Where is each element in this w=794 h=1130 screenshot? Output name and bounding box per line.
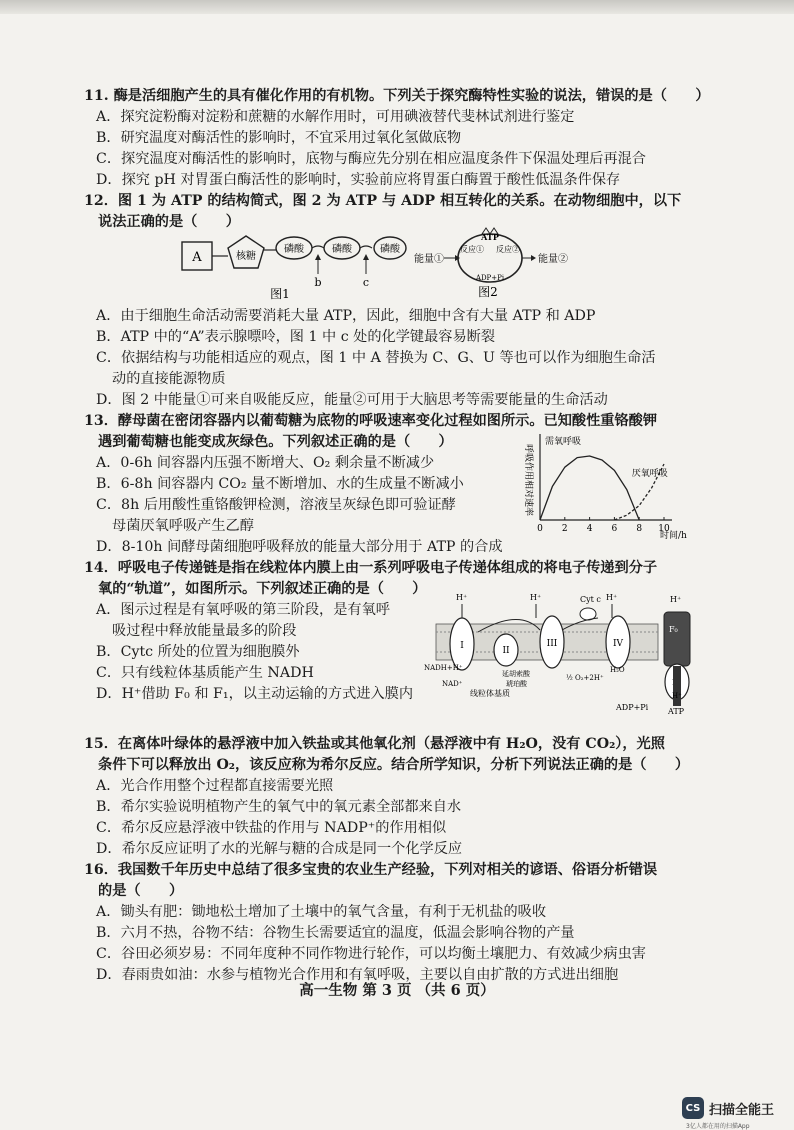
atp-top-label: ATP: [481, 232, 499, 242]
q14-option-b: B．Cytc 所处的位置为细胞膜外: [96, 644, 300, 660]
matrix-label: 线粒体基质: [470, 689, 510, 698]
svg-text:NADH+H⁺: NADH+H⁺: [424, 664, 463, 672]
svg-text:反应①: 反应①: [460, 245, 484, 254]
q15-stem-cont: 条件下可以释放出 O₂，该反应称为希尔反应。结合所学知识，分析下列说法正确的是（ ）: [98, 757, 690, 773]
q12-stem: 12．图 1 为 ATP 的结构简式，图 2 为 ATP 与 ADP 相互转化的关系。在动物细胞中，以下: [84, 193, 682, 209]
aerobic-series-line: [540, 456, 639, 520]
adenine-label: A: [192, 250, 202, 265]
q11-option-d: D．探究 pH 对胃蛋白酶活性的影响时，实验前应将胃蛋白酶置于酸性低温条件保存: [96, 172, 621, 188]
figure2-caption: 图2: [478, 285, 498, 299]
adp-label: ADP+Pi: [475, 274, 505, 282]
svg-text:延胡索酸: 延胡索酸: [502, 670, 530, 678]
x-tick-label: 6: [611, 524, 618, 534]
energy1-label: 能量①: [414, 254, 444, 265]
q16-option-a: A．锄头有肥：锄地松土增加了土壤中的氧气含量，有利于无机盐的吸收: [96, 904, 547, 920]
svg-text:H⁺: H⁺: [456, 593, 468, 602]
q14-stem: 14．呼吸电子传递链是指在线粒体内膜上由一系列呼吸电子传递体组成的将电子传递到分子: [84, 560, 658, 576]
top-edge: [0, 0, 794, 14]
q12-option-a: A．由于细胞生命活动需要消耗大量 ATP，因此，细胞中含有大量 ATP 和 ADP: [96, 308, 596, 324]
svg-text:磷酸: 磷酸: [332, 244, 352, 255]
q16-option-b: B．六月不热，谷物不结：谷物生长需要适宜的温度，低温会影响谷物的产量: [96, 925, 575, 941]
respiration-rate-chart: [512, 428, 690, 540]
q14-stem-cont: 氧的“轨道”，如图所示。下列叙述正确的是（ ）: [98, 581, 427, 597]
chart-xlabel: 时间/h: [660, 531, 687, 540]
q14-option-c: C．只有线粒体基质能产生 NADH: [96, 665, 314, 681]
q12-option-b: B．ATP 中的“A”表示腺嘌呤，图 1 中 c 处的化学键最容易断裂: [96, 329, 496, 345]
x-tick-label: 8: [636, 524, 643, 534]
svg-text:II: II: [502, 646, 510, 656]
svg-text:IV: IV: [612, 639, 624, 649]
q16-option-d: D．春雨贵如油：水参与植物光合作用和有氧呼吸，主要以自由扩散的方式进出细胞: [96, 967, 619, 983]
q16-stem-cont: 的是（ ）: [98, 883, 184, 899]
q12-option-d: D．图 2 中能量①可来自吸能反应，能量②可用于大脑思考等需要能量的生命活动: [96, 392, 608, 408]
scanner-tagline: 3亿人都在用的扫描App: [686, 1123, 750, 1130]
scanner-watermark: [682, 1097, 774, 1119]
cs-logo-icon: CS: [682, 1097, 704, 1119]
ribose-label: 核糖: [236, 251, 256, 262]
svg-text:H⁺: H⁺: [670, 595, 682, 604]
q14-option-a: A．图示过程是有氧呼吸的第三阶段，是有氧呼: [96, 602, 390, 618]
q12-option-c: C．依据结构与功能相适应的观点，图 1 中 A 替换为 C、G、U 等也可以作为细胞生命活: [96, 350, 656, 366]
electron-transport-chain-figure: [420, 590, 704, 718]
bond-b-label: b: [314, 276, 322, 289]
anaerobic-series-label: 厌氧呼吸: [631, 469, 668, 479]
svg-text:I: I: [460, 641, 464, 651]
q13-option-b: B．6-8h 间容器内 CO₂ 量不断增加、水的生成量不断减小: [96, 476, 464, 492]
svg-text:½ O₂+2H⁺: ½ O₂+2H⁺: [566, 674, 604, 682]
q15-option-a: A．光合作用整个过程都直接需要光照: [96, 778, 334, 794]
q13-option-c: C．8h 后用酸性重铬酸钾检测，溶液呈灰绿色即可验证酵: [96, 497, 456, 513]
x-tick-label: 0: [537, 524, 543, 534]
q11-option-c: C．探究温度对酶活性的影响时，底物与酶应先分别在相应温度条件下保温处理后再混合: [96, 151, 646, 167]
q13-stem-cont: 遇到葡萄糖也能变成灰绿色。下列叙述正确的是（ ）: [98, 434, 453, 450]
svg-text:磷酸: 磷酸: [284, 244, 304, 255]
q14-option-d: D．H⁺借助 F₀ 和 F₁，以主动运输的方式进入膜内: [96, 686, 414, 702]
q13-option-c-cont: 母菌厌氧呼吸产生乙醇: [112, 518, 254, 534]
q16-stem: 16．我国数千年历史中总结了很多宝贵的农业生产经验，下列对相关的谚语、俗语分析错误: [84, 862, 658, 878]
q13-option-d: D．8-10h 间酵母菌细胞呼吸释放的能量大部分用于 ATP 的合成: [96, 539, 503, 555]
x-tick-label: 2: [561, 524, 568, 534]
atp-adp-cycle-figure: [400, 222, 590, 300]
svg-text:H⁺: H⁺: [672, 692, 682, 700]
energy2-label: 能量②: [538, 254, 568, 265]
scanner-app-name: 扫描全能王: [709, 1102, 775, 1118]
q15-stem: 15．在离体叶绿体的悬浮液中加入铁盐或其他氧化剂（悬浮液中有 H₂O，没有 CO₂），光照: [84, 736, 665, 752]
q11-stem: 11. 酶是活细胞产生的具有催化作用的有机物。下列关于探究酶特性实验的说法，错误的是（ ）: [84, 88, 710, 104]
page-footer: 高一生物 第 3 页 （共 6 页）: [299, 982, 495, 999]
q14-option-a-cont: 吸过程中释放能量最多的阶段: [112, 623, 297, 639]
q13-stem: 13．酵母菌在密闭容器内以葡萄糖为底物的呼吸速率变化过程如图所示。已知酸性重铬酸钾: [84, 413, 658, 429]
cytc-label: Cyt c: [580, 595, 601, 604]
svg-text:磷酸: 磷酸: [380, 244, 400, 255]
q11-option-b: B．研究温度对酶活性的影响时，不宜采用过氧化氢做底物: [96, 130, 462, 146]
figure1-caption: 图1: [270, 287, 290, 300]
q16-option-c: C．谷田必须岁易：不同年度种不同作物进行轮作，可以均衡土壤肥力、有效减少病虫害: [96, 946, 646, 962]
q12-option-c-cont: 动的直接能源物质: [112, 371, 226, 387]
svg-text:琥珀酸: 琥珀酸: [506, 680, 527, 688]
aerobic-series-label: 需氧呼吸: [544, 437, 581, 447]
q15-option-b: B．希尔实验说明植物产生的氧气中的氧元素全部都来自水: [96, 799, 462, 815]
q15-option-d: D．希尔反应证明了水的光解与糖的合成是同一个化学反应: [96, 841, 463, 857]
q12-stem-cont: 说法正确的是（ ）: [98, 214, 240, 230]
svg-text:H⁺: H⁺: [606, 593, 618, 602]
svg-text:反应②: 反应②: [496, 245, 520, 254]
bond-c-label: c: [362, 276, 370, 289]
x-tick-label: 10: [658, 524, 670, 534]
atp-structure-figure: [176, 228, 408, 300]
x-tick-label: 4: [586, 524, 593, 534]
q13-option-a: A．0-6h 间容器内压强不断增大、O₂ 剩余量不断减少: [96, 455, 435, 471]
q11-option-a: A．探究淀粉酶对淀粉和蔗糖的水解作用时，可用碘液替代斐林试剂进行鉴定: [96, 109, 575, 125]
svg-text:H⁺: H⁺: [530, 593, 542, 602]
chart-ylabel: 呼吸作用相对速率: [523, 444, 533, 517]
f0-subunit: [664, 612, 690, 666]
svg-text:ADP+Pi: ADP+Pi: [616, 703, 649, 712]
svg-text:III: III: [546, 639, 558, 649]
svg-text:F₀: F₀: [669, 625, 678, 634]
svg-text:ATP: ATP: [668, 707, 685, 716]
svg-text:H₂O: H₂O: [610, 666, 625, 674]
svg-text:NAD⁺: NAD⁺: [442, 680, 463, 688]
q15-option-c: C．希尔反应悬浮液中铁盐的作用与 NADP⁺的作用相似: [96, 820, 447, 836]
